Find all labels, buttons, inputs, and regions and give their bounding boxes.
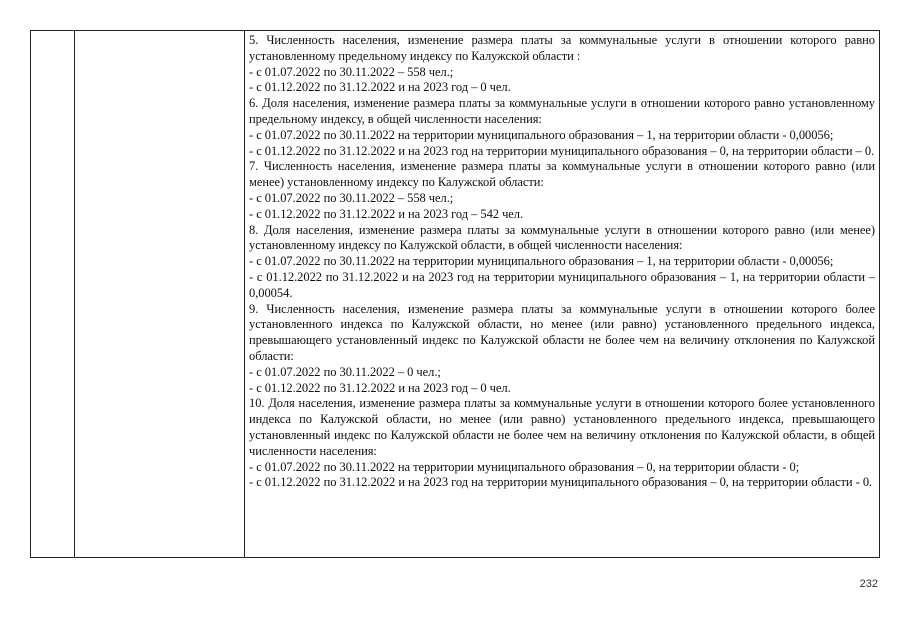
table-cell-number — [31, 31, 75, 558]
paragraph-item-8: 8. Доля населения, изменение размера платы за коммунальные услуги в отношении которого равно (или менее) установленному индексу по Калужской области, в общей численности населения: — [249, 222, 875, 253]
page-number: 232 — [859, 578, 878, 590]
paragraph-item-5-period-1: - с 01.07.2022 по 30.11.2022 – 558 чел.; — [249, 64, 454, 79]
paragraph-item-6-period-1: - с 01.07.2022 по 30.11.2022 на территории муниципального образования – 1, на территории области - 0,00056; — [249, 127, 834, 142]
paragraph-item-9: 9. Численность населения, изменение размера платы за коммунальные услуги в отношении которого более установленного индекса по Калужской области, но менее (или равно) установленного предельного индекса, превышающего установленный индекс по Калужской области не более чем на величину отклонения по Калужской области: — [249, 301, 875, 363]
table-cell-content — [245, 31, 880, 558]
paragraph-item-7-period-2: - с 01.12.2022 по 31.12.2022 и на 2023 год – 542 чел. — [249, 206, 524, 221]
indicator-table — [30, 30, 880, 558]
paragraph-item-10-period-1: - с 01.07.2022 по 30.11.2022 на территории муниципального образования – 0, на территории области - 0; — [249, 459, 800, 474]
paragraph-item-8-period-2: - с 01.12.2022 по 31.12.2022 и на 2023 год на территории муниципального образования – 1, на территории области – 0,00054. — [249, 269, 875, 300]
paragraph-item-9-period-2: - с 01.12.2022 по 31.12.2022 и на 2023 год – 0 чел. — [249, 380, 511, 395]
paragraph-item-10: 10. Доля населения, изменение размера платы за коммунальные услуги в отношении которого более установленного индекса по Калужской области, но менее (или равно) установленного предельного индекса, превышающего установленный индекс по Калужской области не более чем на величину отклонения по Калужской области, в общей численности населения: — [249, 396, 875, 458]
paragraph-item-6-period-2: - с 01.12.2022 по 31.12.2022 и на 2023 год на территории муниципального образования – 0, на территории области – 0. — [249, 143, 875, 158]
paragraph-item-7: 7. Численность населения, изменение размера платы за коммунальные услуги в отношении которого равно (или менее) установленному индексу по Калужской области: — [249, 159, 875, 190]
paragraph-item-5: 5. Численность населения, изменение размера платы за коммунальные услуги в отношении которого равно установленному предельному индексу по Калужской области : — [249, 33, 875, 63]
paragraph-item-5-period-2: - с 01.12.2022 по 31.12.2022 и на 2023 год – 0 чел. — [249, 80, 511, 95]
paragraph-item-6: 6. Доля населения, изменение размера платы за коммунальные услуги в отношении которого равно установленному предельному индексу, в общей численности населения: — [249, 96, 875, 126]
table-row — [31, 31, 880, 558]
paragraph-item-7-period-1: - с 01.07.2022 по 30.11.2022 – 558 чел.; — [249, 190, 454, 205]
paragraph-item-10-period-2: - с 01.12.2022 по 31.12.2022 и на 2023 год на территории муниципального образования – 0, на территории области - 0. — [249, 475, 873, 490]
table-cell-name — [75, 31, 245, 558]
paragraph-item-8-period-1: - с 01.07.2022 по 30.11.2022 на территории муниципального образования – 1, на территории области - 0,00056; — [249, 254, 834, 269]
paragraph-item-9-period-1: - с 01.07.2022 по 30.11.2022 – 0 чел.; — [249, 364, 441, 379]
